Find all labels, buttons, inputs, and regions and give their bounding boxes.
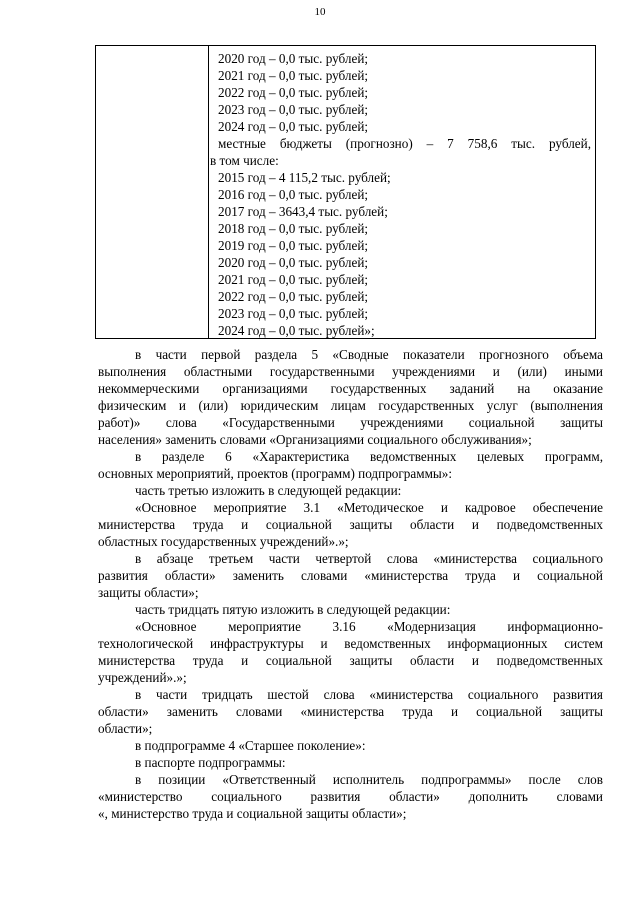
body-line: «Основное мероприятие 3.1 «Методическое и кадровое обеспечение bbox=[135, 500, 603, 515]
body-line: областных государственных учреждений».»; bbox=[98, 534, 349, 549]
body-line: в паспорте подпрограммы: bbox=[135, 755, 286, 770]
table-line: 2020 год – 0,0 тыс. рублей; bbox=[218, 255, 369, 270]
table-line: в том числе: bbox=[210, 153, 279, 168]
body-line: «, министерство труда и социальной защиты области»; bbox=[98, 806, 407, 821]
body-line: в позиции «Ответственный исполнитель подпрограммы» после слов bbox=[135, 772, 603, 787]
page-number: 10 bbox=[314, 6, 326, 18]
document-body bbox=[98, 346, 603, 822]
body-line: министерства труда и социальной защиты области и подведомственных bbox=[98, 653, 603, 668]
body-line: «Основное мероприятие 3.16 «Модернизация информационно- bbox=[135, 619, 603, 634]
table-line: 2021 год – 0,0 тыс. рублей; bbox=[218, 68, 369, 83]
body-line: области» заменить словами «министерства труда и социальной защиты bbox=[98, 704, 603, 719]
table-line: 2024 год – 0,0 тыс. рублей; bbox=[218, 119, 369, 134]
body-line: области»; bbox=[98, 721, 153, 736]
body-line: «министерство социального развития области» дополнить словами bbox=[98, 789, 603, 804]
table-line: 2023 год – 0,0 тыс. рублей; bbox=[218, 306, 369, 321]
body-line: в подпрограмме 4 «Старшее поколение»: bbox=[135, 738, 366, 753]
body-line: работ)» слова «Государственными учреждениями социальной защиты bbox=[98, 415, 603, 430]
table-line: 2022 год – 0,0 тыс. рублей; bbox=[218, 289, 369, 304]
body-line: в части первой раздела 5 «Сводные показатели прогнозного объема bbox=[135, 347, 603, 362]
body-line: населения» заменить словами «Организациями социального обслуживания»; bbox=[98, 432, 532, 447]
body-line: защиты области»; bbox=[98, 585, 199, 600]
body-line: физическим и (или) юридическим лицам государственных услуг (выполнения bbox=[98, 398, 603, 413]
body-line: некоммерческими организациями государственных заданий на оказание bbox=[98, 381, 603, 396]
body-line: учреждений».»; bbox=[98, 670, 187, 685]
table-line: 2016 год – 0,0 тыс. рублей; bbox=[218, 187, 369, 202]
body-line: в абзаце третьем части четвертой слова «министерства социального bbox=[135, 551, 603, 566]
budget-table bbox=[95, 45, 596, 339]
table-line: 2015 год – 4 115,2 тыс. рублей; bbox=[218, 170, 391, 185]
table-line: 2021 год – 0,0 тыс. рублей; bbox=[218, 272, 369, 287]
body-line: часть третью изложить в следующей редакции: bbox=[135, 483, 402, 498]
body-line: развития области» заменить словами «министерства труда и социальной bbox=[98, 568, 603, 583]
table-line: 2018 год – 0,0 тыс. рублей; bbox=[218, 221, 369, 236]
table-line: местные бюджеты (прогнозно) – 7 758,6 тыс. рублей, bbox=[218, 136, 591, 151]
table-line: 2019 год – 0,0 тыс. рублей; bbox=[218, 238, 369, 253]
body-line: в разделе 6 «Характеристика ведомственных целевых программ, bbox=[135, 449, 603, 464]
body-line: министерства труда и социальной защиты области и подведомственных bbox=[98, 517, 603, 532]
body-line: в части тридцать шестой слова «министерства социального развития bbox=[135, 687, 603, 702]
table-line: 2023 год – 0,0 тыс. рублей; bbox=[218, 102, 369, 117]
body-line: часть тридцать пятую изложить в следующей редакции: bbox=[135, 602, 451, 617]
body-line: основных мероприятий, проектов (программ) подпрограммы»: bbox=[98, 466, 453, 481]
table-funding-cell bbox=[210, 50, 591, 339]
body-line: технологической инфраструктуры и ведомственных информационных систем bbox=[98, 636, 603, 651]
body-line: выполнения областными государственными учреждениями и (или) иными bbox=[98, 364, 603, 379]
table-line: 2020 год – 0,0 тыс. рублей; bbox=[218, 51, 369, 66]
table-line: 2017 год – 3643,4 тыс. рублей; bbox=[218, 204, 388, 219]
table-line: 2022 год – 0,0 тыс. рублей; bbox=[218, 85, 369, 100]
table-line: 2024 год – 0,0 тыс. рублей»; bbox=[218, 323, 375, 338]
table-column-divider bbox=[208, 46, 209, 338]
